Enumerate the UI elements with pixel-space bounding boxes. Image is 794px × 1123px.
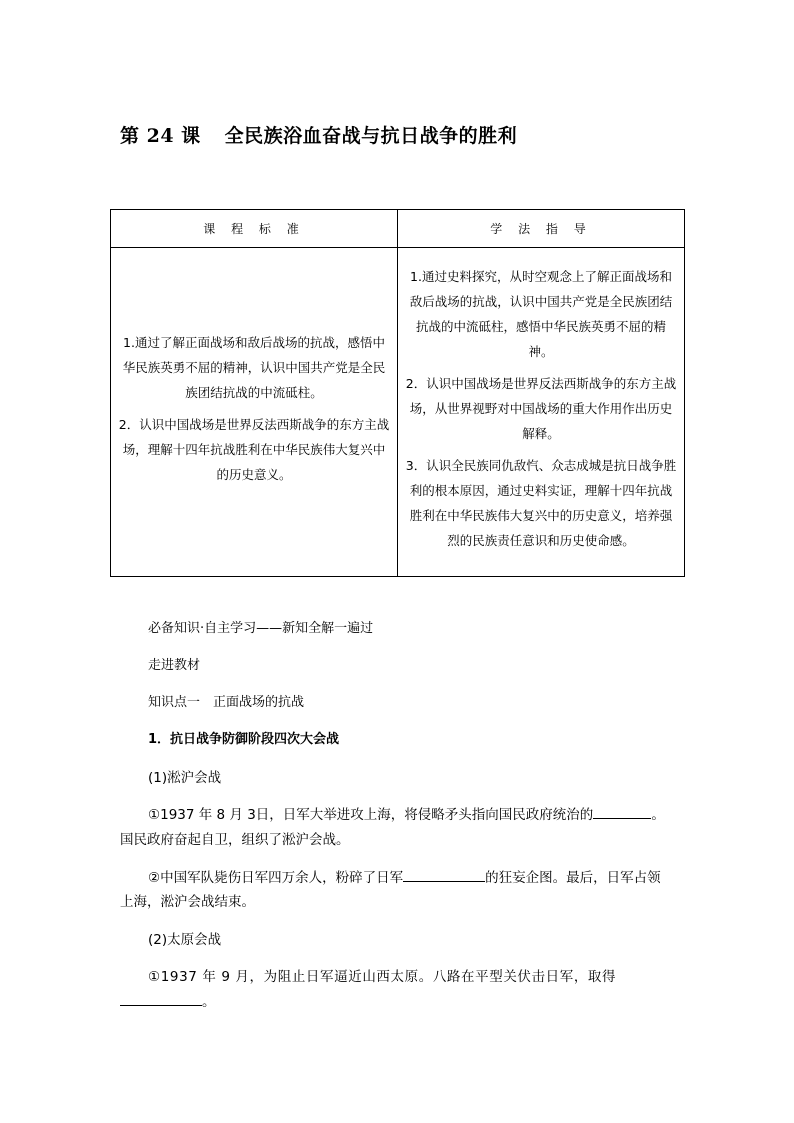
guidance-item: 3．认识全民族同仇敌忾、众志成城是抗日战争胜利的根本原因，通过史料实证，理解十四年抗战胜利在中华民族伟大复兴中的历史意义，培养强烈的民族责任意识和历史使命感。 — [405, 458, 677, 548]
paragraph-line: ①1937 年 9 月，为阻止日军逼近山西太原。八路在平型关伏击日军，取得 — [148, 969, 617, 985]
standard-item: 1.通过了解正面战场和敌后战场的抗战，感悟中华民族英勇不屈的精神，认识中国共产党是全民族团结抗战的中流砥柱。 — [122, 335, 386, 400]
fill-blank[interactable] — [403, 867, 485, 882]
section-heading: 必备知识·自主学习——新知全解一遍过 — [148, 621, 374, 636]
section-subheading: 走进教材 — [148, 658, 201, 673]
paragraph-line: 上海，淞沪会战结束。 — [120, 894, 255, 910]
lesson-name: 全民族浴血奋战与抗日战争的胜利 — [224, 125, 518, 147]
paragraph-line: 国民政府奋起自卫，组织了淞沪会战。 — [120, 832, 350, 848]
lesson-number: 第 24 课 — [120, 125, 201, 147]
knowledge-point-heading: 知识点一 正面战场的抗战 — [148, 695, 305, 710]
page-title — [120, 121, 517, 148]
item-heading: 1．抗日战争防御阶段四次大会战 — [148, 732, 340, 747]
paragraph-line: ②中国军队毙伤日军四万余人，粉碎了日军 的狂妄企图。最后，日军占领 — [148, 866, 661, 886]
paragraph-line: 。 — [120, 990, 216, 1010]
guidance-cell — [398, 248, 685, 577]
standard-cell — [111, 248, 398, 577]
guidance-item: 2．认识中国战场是世界反法西斯战争的东方主战场，从世界视野对中国战场的重大作用作出历史解释。 — [405, 376, 677, 441]
paragraph-line: ①1937 年 8 月 3日，日军大举进攻上海，将侵略矛头指向国民政府统治的 。 — [148, 803, 665, 823]
fill-blank[interactable] — [593, 804, 651, 819]
standard-item: 2．认识中国战场是世界反法西斯战争的东方主战场，理解十四年抗战胜利在中华民族伟大复兴中的历史意义。 — [118, 417, 390, 482]
guidance-item: 1.通过史料探究，从时空观念上了解正面战场和敌后战场的抗战，认识中国共产党是全民族团结抗战的中流砥柱，感悟中华民族英勇不屈的精神。 — [409, 269, 673, 359]
subsection-taiyuan: (2)太原会战 — [148, 932, 222, 948]
header-guidance: 学 法 指 导 — [398, 210, 685, 248]
fill-blank[interactable] — [120, 991, 202, 1006]
header-standard: 课 程 标 准 — [111, 210, 398, 248]
subsection-songhu: (1)淞沪会战 — [148, 770, 222, 786]
curriculum-table — [110, 209, 685, 577]
